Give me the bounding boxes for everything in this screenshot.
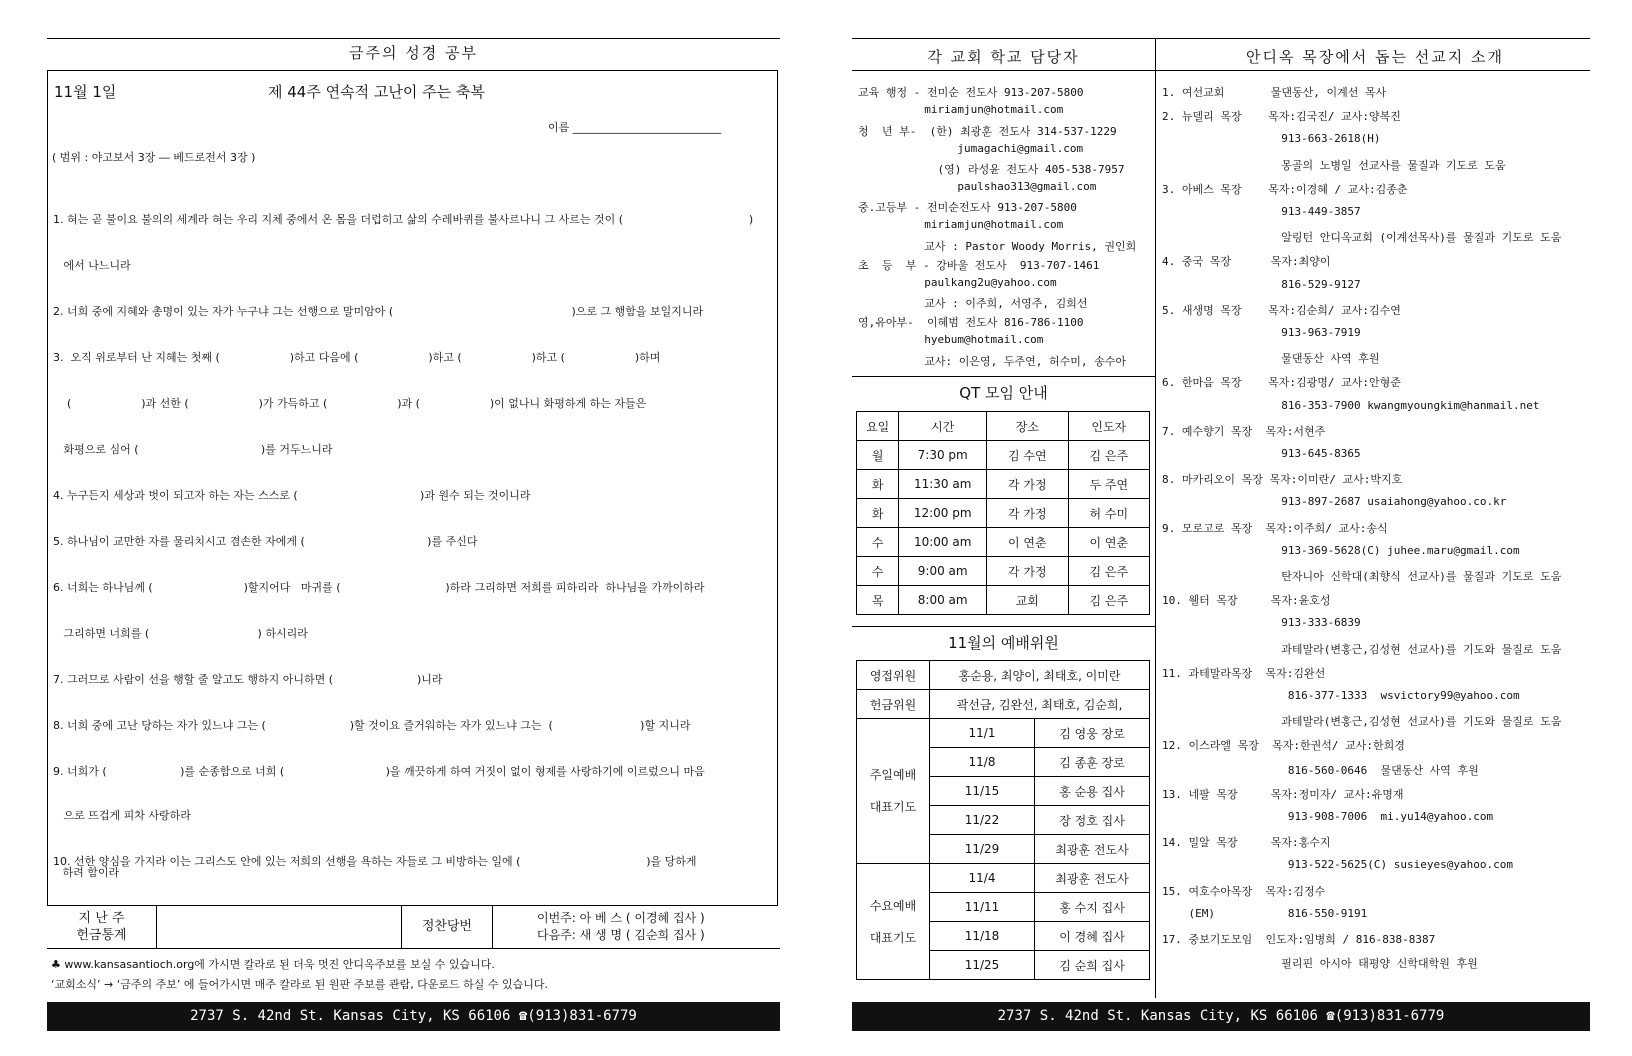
question-line: 10. 선한 양심을 가지라 이는 그리스도 안에 있는 저희의 선행을 욕하는 자들로 그 비방하는 일에 ( )을 당하게 bbox=[53, 855, 697, 868]
question-line: 5. 하나님이 교만한 자를 물리치시고 겸손한 자에게 ( )를 주신다 bbox=[53, 535, 478, 548]
edu-line: paulshao313@gmail.com bbox=[858, 180, 1097, 193]
wed-label-1: 수요예배 bbox=[869, 898, 917, 913]
top-rule bbox=[852, 38, 1590, 39]
mission-line: 816-377-1333 wsvictory99@yahoo.com bbox=[1162, 689, 1520, 702]
qt-cell: 월 bbox=[857, 441, 899, 470]
sunday-label-2: 대표기도 bbox=[869, 800, 917, 814]
mission-line: 몽골의 노병일 선교사를 물질과 기도로 도움 bbox=[1162, 158, 1506, 172]
name-field: 이름 ___________________________ bbox=[548, 121, 722, 134]
edu-line: miriamjun@hotmail.com bbox=[858, 218, 1064, 231]
qt-header-row bbox=[857, 412, 1150, 441]
qt-cell: 교회 bbox=[987, 586, 1068, 615]
mission-line: 6. 한마음 목장 목자:김광명/ 교사:안형준 bbox=[1162, 376, 1401, 390]
worship-date: 11/8 bbox=[930, 748, 1035, 777]
lesson-range: ( 범위 : 야고보서 3장 ― 베드로전서 3장 ) bbox=[52, 151, 256, 164]
worship-row bbox=[857, 719, 1150, 748]
column-divider bbox=[1155, 38, 1156, 998]
qt-rule bbox=[852, 376, 1155, 377]
qt-cell: 11:30 am bbox=[899, 470, 987, 499]
mission-line: 816-353-7900 kwangmyoungkim@hanmail.net bbox=[1162, 398, 1540, 412]
lesson-date: 11월 1일 bbox=[54, 83, 117, 101]
praise-this-week: 이번주: 아 베 스 ( 이경혜 집사 ) bbox=[537, 911, 705, 925]
praise-label: 정찬당번 bbox=[401, 906, 493, 948]
mission-line: 913-522-5625(C) susieyes@yahoo.com bbox=[1162, 858, 1513, 872]
worship-date: 11/29 bbox=[930, 835, 1035, 864]
mission-line: 913-908-7006 mi.yu14@yahoo.com bbox=[1162, 810, 1494, 823]
qt-cell: 이 연춘 bbox=[1068, 528, 1149, 557]
download-notice: ‘교회소식’ → ‘금주의 주보’ 에 들어가시면 매주 칼라로 된 원판 주보를 관람, 다운로드 하실 수 있습니다. bbox=[51, 978, 549, 991]
qt-row bbox=[857, 557, 1150, 586]
qt-cell: 김 은주 bbox=[1068, 441, 1149, 470]
worship-date: 11/1 bbox=[930, 719, 1035, 748]
mission-line: 3. 아베스 목장 목자:이경혜 / 교사:김종춘 bbox=[1162, 182, 1408, 196]
wed-label-2: 대표기도 bbox=[869, 930, 917, 945]
qt-row bbox=[857, 528, 1150, 557]
mission-line: 8. 마카리오이 목장 목자:이미란/ 교사:박지호 bbox=[1162, 473, 1403, 487]
mission-line: 4. 중국 목장 목자:최양이 bbox=[1162, 255, 1331, 269]
qt-row bbox=[857, 586, 1150, 615]
mission-line: 15. 여호수아목장 목자:김정수 bbox=[1162, 884, 1326, 898]
mission-line: 2. 뉴델리 목장 목자:김국진/ 교사:양복진 bbox=[1162, 110, 1401, 124]
qt-row bbox=[857, 499, 1150, 528]
edu-line: 청 년 부- (한) 최광훈 전도사 314-537-1229 bbox=[858, 125, 1117, 138]
mission-line: 913-369-5628(C) juhee.maru@gmail.com bbox=[1162, 543, 1520, 557]
worship-row bbox=[857, 690, 1150, 719]
top-rule bbox=[47, 38, 780, 39]
website-notice: ♣ www.kansasantioch.org에 가시면 칼라로 된 더욱 멋진 안디옥주보를 보실 수 있습니다. bbox=[51, 958, 495, 971]
mission-line: 5. 새생명 목장 목자:김순희/ 교사:김수연 bbox=[1162, 303, 1401, 317]
mission-line: (EM) 816-550-9191 bbox=[1162, 906, 1368, 920]
mission-line: 913-449-3857 bbox=[1162, 205, 1361, 218]
worship-person: 홍 순용 집사 bbox=[1035, 777, 1150, 806]
question-line: 1. 혀는 곧 불이요 불의의 세계라 혀는 우리 지체 중에서 온 몸을 더럽히고 삶의 수레바퀴를 불사르나니 그 사르는 것이 ( ) bbox=[53, 213, 754, 226]
worship-title: 11월의 예배위원 bbox=[948, 634, 1059, 652]
question-line: 하려 함이라 bbox=[52, 866, 120, 879]
qt-title: QT 모임 안내 bbox=[959, 384, 1048, 402]
worship-date: 11/4 bbox=[930, 864, 1035, 893]
edu-rule bbox=[852, 70, 1155, 71]
edu-line: 초 등 부 - 강바울 전도사 913-707-1461 bbox=[858, 259, 1100, 272]
mission-line: 913-333-6839 bbox=[1162, 616, 1361, 630]
edu-line: 교육 행정 - 전미순 전도사 913-207-5800 bbox=[858, 86, 1084, 99]
mission-line: 알링턴 안디옥교회 (이계선목사)를 물질과 기도로 도움 bbox=[1162, 231, 1562, 245]
mission-line: 816-560-0646 물댄동산 사역 후원 bbox=[1162, 763, 1479, 777]
qt-table bbox=[856, 411, 1150, 615]
qt-cell: 수 bbox=[857, 557, 899, 586]
qt-header: 인도자 bbox=[1068, 412, 1149, 441]
offering-committee-names: 곽선금, 김완선, 최태호, 김순희, bbox=[930, 690, 1150, 719]
mission-line: 11. 과테말라목장 목자:김완선 bbox=[1162, 666, 1326, 680]
offering-row bbox=[47, 906, 780, 949]
qt-cell: 각 가정 bbox=[987, 499, 1068, 528]
worship-date: 11/25 bbox=[930, 951, 1035, 980]
worship-date: 11/15 bbox=[930, 777, 1035, 806]
qt-cell: 7:30 pm bbox=[899, 441, 987, 470]
edu-line: paulkang2u@yahoo.com bbox=[858, 276, 1057, 289]
mission-rule bbox=[1155, 70, 1590, 71]
worship-person: 최광훈 전도사 bbox=[1035, 835, 1150, 864]
question-line: 2. 너희 중에 지혜와 총명이 있는 자가 누구냐 그는 선행으로 말미암아 ( )으로 그 행함을 보일지니라 bbox=[53, 305, 704, 318]
mission-line: 17. 중보기도모임 인도자:임병희 / 816-838-8387 bbox=[1162, 933, 1436, 946]
edu-line: 교사 : Pastor Woody Morris, 권인희 bbox=[858, 240, 1137, 253]
mission-line: 913-663-2618(H) bbox=[1162, 132, 1381, 146]
qt-cell: 10:00 am bbox=[899, 528, 987, 557]
sunday-label-1: 주일예배 bbox=[869, 768, 917, 782]
edu-line: miriamjun@hotmail.com bbox=[858, 103, 1064, 116]
question-line: 에서 나느니라 bbox=[53, 259, 131, 272]
qt-cell: 김 수연 bbox=[987, 441, 1068, 470]
qt-cell: 화 bbox=[857, 499, 899, 528]
address-footer: 2737 S. 42nd St. Kansas City, KS 66106 ☎(913)831-6779 bbox=[852, 1002, 1590, 1031]
qt-cell: 각 가정 bbox=[987, 470, 1068, 499]
mission-section-title: 안디옥 목장에서 돕는 선교지 소개 bbox=[1246, 48, 1504, 66]
edu-section-title: 각 교회 학교 담당자 bbox=[927, 48, 1080, 66]
sunday-prayer-label bbox=[857, 719, 930, 864]
mission-line: 탄자니아 신학대(최향식 선교사)를 물질과 기도로 도움 bbox=[1162, 570, 1562, 583]
worship-date: 11/22 bbox=[930, 806, 1035, 835]
edu-line: 교사: 이은영, 두주연, 허수미, 송수아 bbox=[858, 355, 1126, 368]
edu-line: 교사 : 이주희, 서영주, 김희선 bbox=[858, 297, 1088, 310]
mission-line: 9. 모로고로 목장 목자:이주희/ 교사:송식 bbox=[1162, 521, 1388, 535]
worship-person: 이 경혜 집사 bbox=[1035, 922, 1150, 951]
qt-header: 시간 bbox=[899, 412, 987, 441]
worship-row bbox=[857, 661, 1150, 690]
mission-line: 1. 여선교회 물댄동산, 이계선 목사 bbox=[1162, 86, 1387, 99]
worship-date: 11/18 bbox=[930, 922, 1035, 951]
question-line: 6. 너희는 하나님께 ( )할지어다 마귀를 ( )하라 그리하면 저희를 피하리라 하나님을 가까이하라 bbox=[53, 581, 705, 594]
question-line: 3. 오직 위로부터 난 지혜는 첫째 ( )하고 다음에 ( )하고 ( )하고 ( )하며 bbox=[53, 351, 661, 364]
mission-line: 과테말라(변홍근,김성현 선교사)를 기도와 물질로 도움 bbox=[1162, 715, 1562, 729]
mission-line: 816-529-9127 bbox=[1162, 277, 1361, 291]
worship-person: 최광훈 전도사 bbox=[1035, 864, 1150, 893]
greeter-names: 홍순용, 최양이, 최태호, 이미란 bbox=[930, 661, 1150, 690]
qt-cell: 두 주연 bbox=[1068, 470, 1149, 499]
qt-cell: 김 은주 bbox=[1068, 557, 1149, 586]
edu-line: jumagachi@gmail.com bbox=[858, 142, 1084, 155]
mission-line: 필리핀 아시아 태평양 신학대학원 후원 bbox=[1162, 957, 1478, 971]
worship-person: 김 종훈 장로 bbox=[1035, 748, 1150, 777]
bible-study-page bbox=[47, 34, 780, 1034]
worship-date: 11/11 bbox=[930, 893, 1035, 922]
qt-cell: 각 가정 bbox=[987, 557, 1068, 586]
mission-line: 10. 웰터 목장 목자:윤호성 bbox=[1162, 594, 1331, 608]
edu-line: hyebum@hotmail.com bbox=[858, 333, 1044, 346]
question-line: 7. 그러므로 사람이 선을 행할 줄 알고도 행하지 아니하면 ( )니라 bbox=[53, 673, 443, 686]
qt-header: 장소 bbox=[987, 412, 1068, 441]
qt-row bbox=[857, 441, 1150, 470]
section-title: 금주의 성경 공부 bbox=[349, 44, 478, 62]
mission-line: 13. 네팔 목장 목자:정미자/ 교사:유명재 bbox=[1162, 787, 1404, 801]
praise-next-week: 다음주: 새 생 명 ( 김순희 집사 ) bbox=[537, 928, 705, 942]
offering-committee-label: 헌금위원 bbox=[857, 690, 930, 719]
worship-person: 장 정호 집사 bbox=[1035, 806, 1150, 835]
edu-line: 중.고등부 - 전미순전도사 913-207-5800 bbox=[858, 201, 1077, 214]
mission-line: 14. 밀알 목장 목자:홍수지 bbox=[1162, 836, 1331, 850]
praise-duty bbox=[537, 910, 705, 944]
worship-table bbox=[856, 660, 1150, 980]
qt-row bbox=[857, 470, 1150, 499]
question-line: 8. 너희 중에 고난 당하는 자가 있느냐 그는 ( )할 것이요 즐거워하는 자가 있느냐 그는 ( )할 지니라 bbox=[53, 719, 691, 732]
mission-line: 과테말라(변홍근,김성현 선교사)를 기도와 물질로 도움 bbox=[1162, 642, 1562, 656]
offering-label: 지 난 주 헌금통계 bbox=[47, 906, 157, 948]
qt-cell: 이 연춘 bbox=[987, 528, 1068, 557]
question-line: 9. 너희가 ( )를 순종함으로 너희 ( )을 깨끗하게 하여 거짓이 없이 형제를 사랑하기에 이르렀으니 마음 bbox=[53, 765, 705, 778]
wednesday-prayer-label bbox=[857, 864, 930, 980]
mission-line: 913-645-8365 bbox=[1162, 447, 1361, 460]
greeter-label: 영접위원 bbox=[857, 661, 930, 690]
qt-cell: 허 수미 bbox=[1068, 499, 1149, 528]
worship-person: 김 영웅 장로 bbox=[1035, 719, 1150, 748]
qt-header: 요일 bbox=[857, 412, 899, 441]
lesson-title: 제 44주 연속적 고난이 주는 축복 bbox=[268, 83, 485, 101]
worship-row bbox=[857, 864, 1150, 893]
mission-line: 913-897-2687 usaiahong@yahoo.co.kr bbox=[1162, 495, 1507, 509]
worship-person: 홍 수지 집사 bbox=[1035, 893, 1150, 922]
worship-rule bbox=[852, 626, 1155, 627]
edu-line: 영,유아부- 이혜범 전도사 816-786-1100 bbox=[858, 316, 1084, 329]
qt-cell: 수 bbox=[857, 528, 899, 557]
mission-line: 913-963-7919 bbox=[1162, 326, 1361, 339]
qt-cell: 목 bbox=[857, 586, 899, 615]
qt-cell: 9:00 am bbox=[899, 557, 987, 586]
mission-line: 12. 이스라엘 목장 목자:한권석/ 교사:한희경 bbox=[1162, 739, 1405, 753]
qt-cell: 12:00 pm bbox=[899, 499, 987, 528]
edu-line: (영) 라성윤 전도사 405-538-7957 bbox=[858, 163, 1125, 176]
question-line: 으로 뜨겁게 피차 사랑하라 bbox=[53, 809, 191, 822]
qt-cell: 화 bbox=[857, 470, 899, 499]
question-line: 4. 누구든지 세상과 벗이 되고자 하는 자는 스스로 ( )과 원수 되는 것이니라 bbox=[53, 489, 531, 502]
mission-line: 7. 예수향기 목장 목자:서현주 bbox=[1162, 424, 1326, 438]
question-line: 화평으로 심어 ( )를 거두느니라 bbox=[53, 443, 333, 456]
lesson-box bbox=[47, 70, 778, 906]
qt-cell: 김 은주 bbox=[1068, 586, 1149, 615]
worship-person: 김 순희 집사 bbox=[1035, 951, 1150, 980]
qt-cell: 8:00 am bbox=[899, 586, 987, 615]
mission-line: 물댄동산 사역 후원 bbox=[1162, 352, 1380, 366]
question-line: ( )과 선한 ( )가 가득하고 ( )과 ( )이 없나니 화평하게 하는 자들은 bbox=[53, 397, 647, 410]
address-footer: 2737 S. 42nd St. Kansas City, KS 66106 ☎(913)831-6779 bbox=[47, 1002, 780, 1031]
question-line: 그리하면 너희를 ( ) 하시리라 bbox=[53, 627, 308, 640]
